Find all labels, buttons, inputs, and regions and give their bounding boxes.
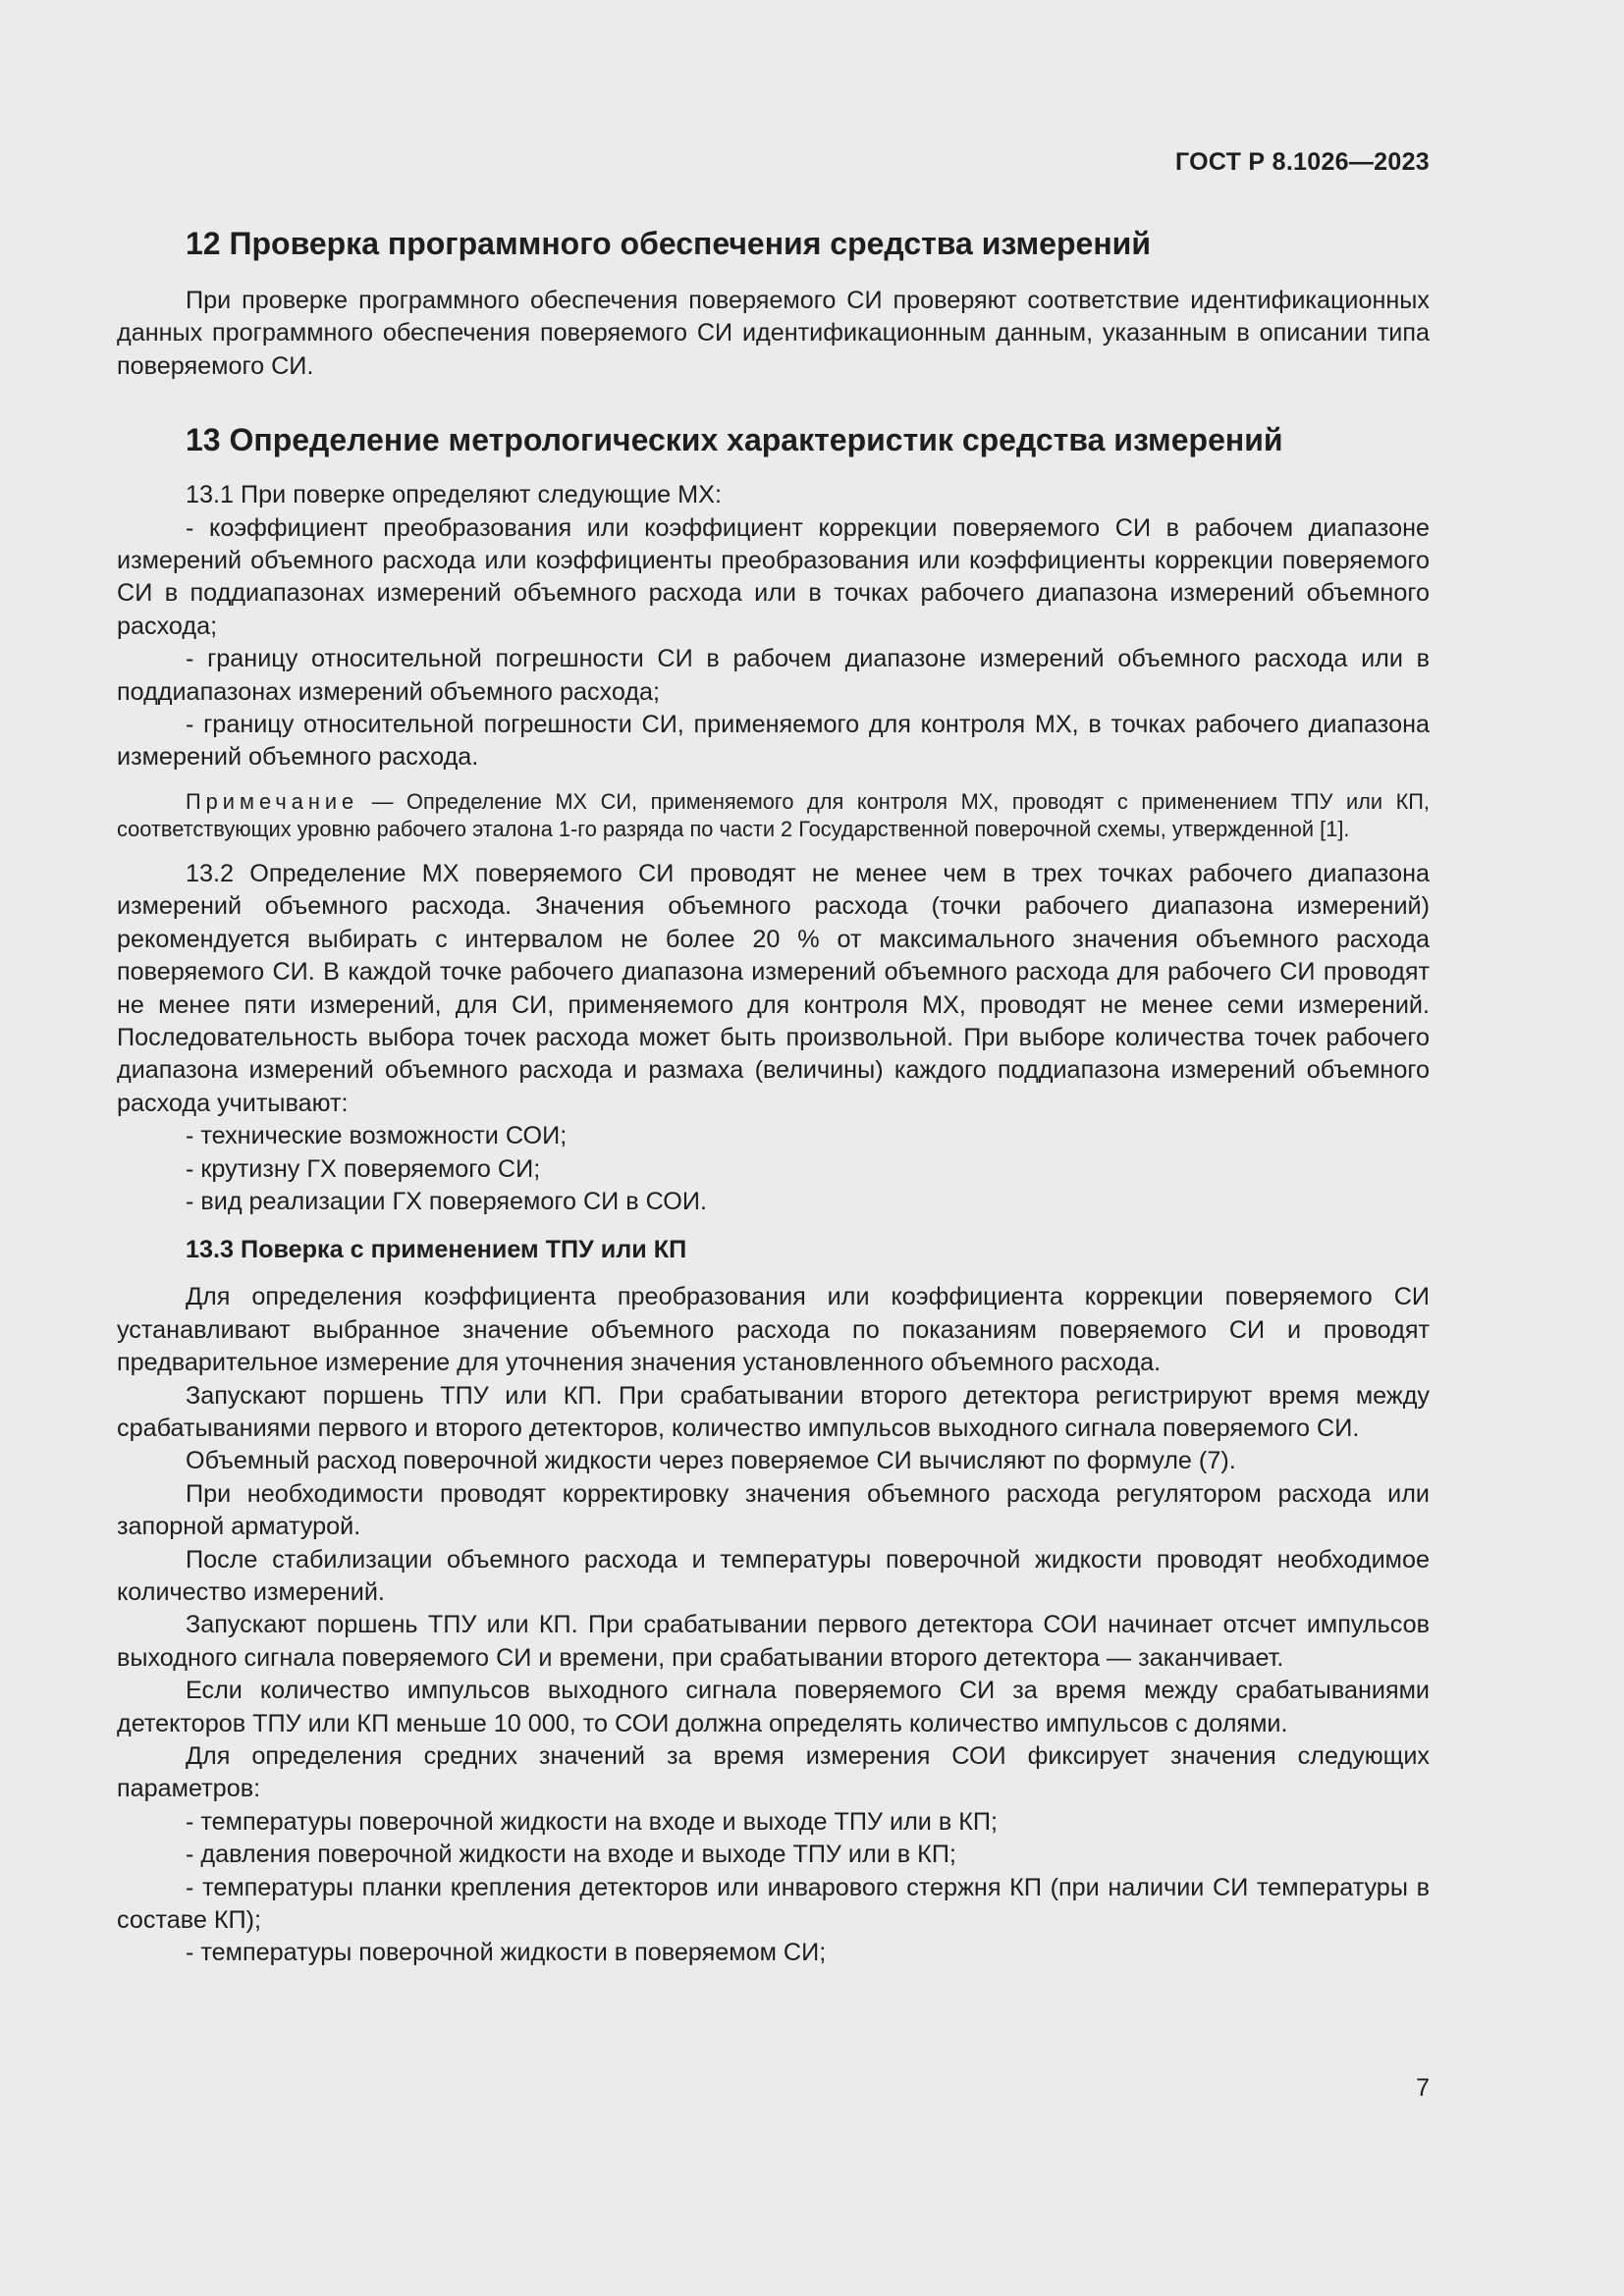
section-12-heading: 12 Проверка программного обеспечения средства измерений bbox=[186, 226, 1151, 261]
list-item: - температуры планки крепления детекторов или инварового стержня КП (при наличии СИ температуры в составе КП); bbox=[117, 1873, 1430, 1935]
paragraph: Объемный расход поверочной жидкости через поверяемое СИ вычисляют по формуле (7). bbox=[186, 1447, 1236, 1475]
paragraph: Запускают поршень ТПУ или КП. При срабатывании первого детектора СОИ начинает отсчет импульсов выходного сигнала поверяемого СИ и времени, при срабатывании второго детектора — заканчивает. bbox=[117, 1611, 1430, 1672]
list-item: - температуры поверочной жидкости на входе и выходе ТПУ или в КП; bbox=[186, 1807, 999, 1836]
paragraph-13-2: 13.2 Определение МХ поверяемого СИ проводят не менее чем в трех точках рабочего диапазона измерений объемного расхода. Значения объемного расхода (точки рабочего диапазона измерений) рекомендуется выбирать с интервалом не более 20 % от максимального значения объемного расхода поверяемого СИ. В каждой точке рабочего диапазона измерений объемного расхода для рабочего СИ проводят не менее пяти измерений, для СИ, применяемого для контроля МХ, проводят не менее семи измерений. Последовательность выбора точек расхода может быть произвольной. При выборе количества точек рабочего диапазона измерений объемного расхода и размаха (величины) каждого поддиапазона измерений объемного расхода учитывают: bbox=[117, 859, 1430, 1117]
paragraph: После стабилизации объемного расхода и температуры поверочной жидкости проводят необходимое количество измерений. bbox=[117, 1545, 1430, 1606]
paragraph: При необходимости проводят корректировку значения объемного расхода регулятором расхода или запорной арматурой. bbox=[117, 1479, 1430, 1541]
paragraph: Если количество импульсов выходного сигнала поверяемого СИ за время между срабатываниями детекторов ТПУ или КП меньше 10 000, то СОИ должна определять количество импульсов с долями. bbox=[117, 1677, 1430, 1737]
paragraph-13-1: 13.1 При поверке определяют следующие МХ: bbox=[186, 481, 722, 509]
page-content bbox=[117, 224, 1430, 1970]
standard-header: ГОСТ Р 8.1026—2023 bbox=[1174, 148, 1430, 176]
paragraph: Запускают поршень ТПУ или КП. При срабатывании второго детектора регистрируют время между срабатываниями первого и второго детекторов, количество импульсов выходного сигнала поверяемого СИ. bbox=[117, 1381, 1430, 1442]
list-item: - коэффициент преобразования или коэффициент коррекции поверяемого СИ в рабочем диапазоне измерений объемного расхода или коэффициенты преобразования или коэффициенты коррекции поверяемого СИ в поддиапазонах измерений объемного расхода или в точках рабочего диапазона измерений объемного расхода; bbox=[117, 513, 1430, 640]
list-item: - вид реализации ГХ поверяемого СИ в СОИ. bbox=[186, 1187, 707, 1215]
note bbox=[117, 788, 1430, 844]
page-number: 7 bbox=[1416, 2074, 1430, 2102]
section-12-paragraph: При проверке программного обеспечения поверяемого СИ проверяют соответствие идентификационных данных программного обеспечения поверяемого СИ идентификационным данным, указанным в описании типа поверяемого СИ. bbox=[117, 287, 1430, 380]
list-item: - крутизну ГХ поверяемого СИ; bbox=[186, 1154, 541, 1183]
section-13-heading: 13 Определение метрологических характеристик средства измерений bbox=[186, 422, 1283, 458]
paragraph: Для определения коэффициента преобразования или коэффициента коррекции поверяемого СИ устанавливают выбранное значение объемного расхода по показаниям поверяемого СИ и проводят предварительное измерение для уточнения значения установленного объемного расхода. bbox=[117, 1283, 1430, 1377]
list-item: - температуры поверочной жидкости в поверяемом СИ; bbox=[186, 1939, 827, 1967]
subsection-13-3-heading: 13.3 Поверка с применением ТПУ или КП bbox=[186, 1236, 687, 1264]
list-item: - границу относительной погрешности СИ, применяемого для контроля МХ, в точках рабочего диапазона измерений объемного расхода. bbox=[117, 711, 1430, 772]
note-text: — Определение МХ СИ, применяемого для контроля МХ, проводят с применением ТПУ или КП, соответствующих уровню рабочего эталона 1-го разряда по части 2 Государственной поверочной схемы, утвержденной [1]. bbox=[117, 788, 1430, 842]
list-item: - границу относительной погрешности СИ в рабочем диапазоне измерений объемного расхода или в поддиапазонах измерений объемного расхода; bbox=[117, 645, 1430, 706]
list-item: - давления поверочной жидкости на входе и выходе ТПУ или в КП; bbox=[186, 1841, 956, 1869]
note-label: Примечание bbox=[186, 788, 359, 814]
list-item: - технические возможности СОИ; bbox=[186, 1122, 568, 1150]
paragraph: Для определения средних значений за время измерения СОИ фиксирует значения следующих параметров: bbox=[117, 1742, 1430, 1803]
